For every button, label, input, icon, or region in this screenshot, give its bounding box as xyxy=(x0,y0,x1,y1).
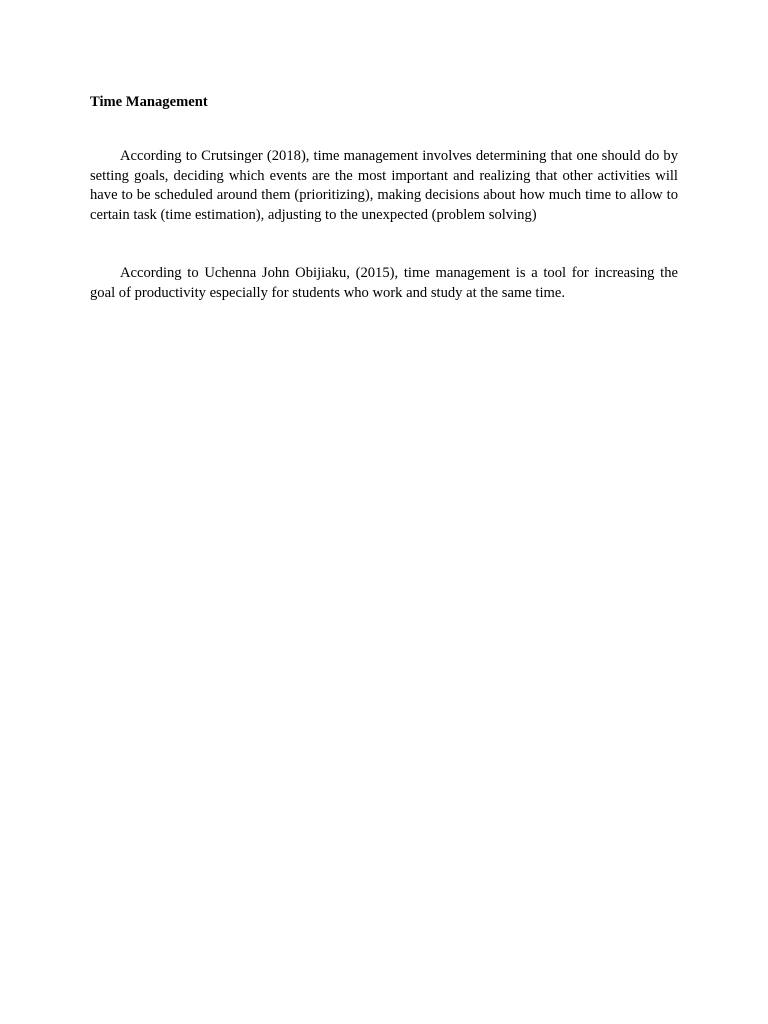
document-body xyxy=(90,90,678,303)
paragraph-obijiaku: According to Uchenna John Obijiaku, (2015), time management is a tool for increasing the goal of productivity especially for students who work and study at the same time. xyxy=(90,265,678,301)
paragraph-crutsinger: According to Crutsinger (2018), time management involves determining that one should do by setting goals, deciding which events are the most important and realizing that other activities will have to be scheduled around them (prioritizing), making decisions about how much time to allow to certain task (time estimation), adjusting to the unexpected (problem solving) xyxy=(90,148,678,223)
section-heading: Time Management xyxy=(90,94,208,110)
